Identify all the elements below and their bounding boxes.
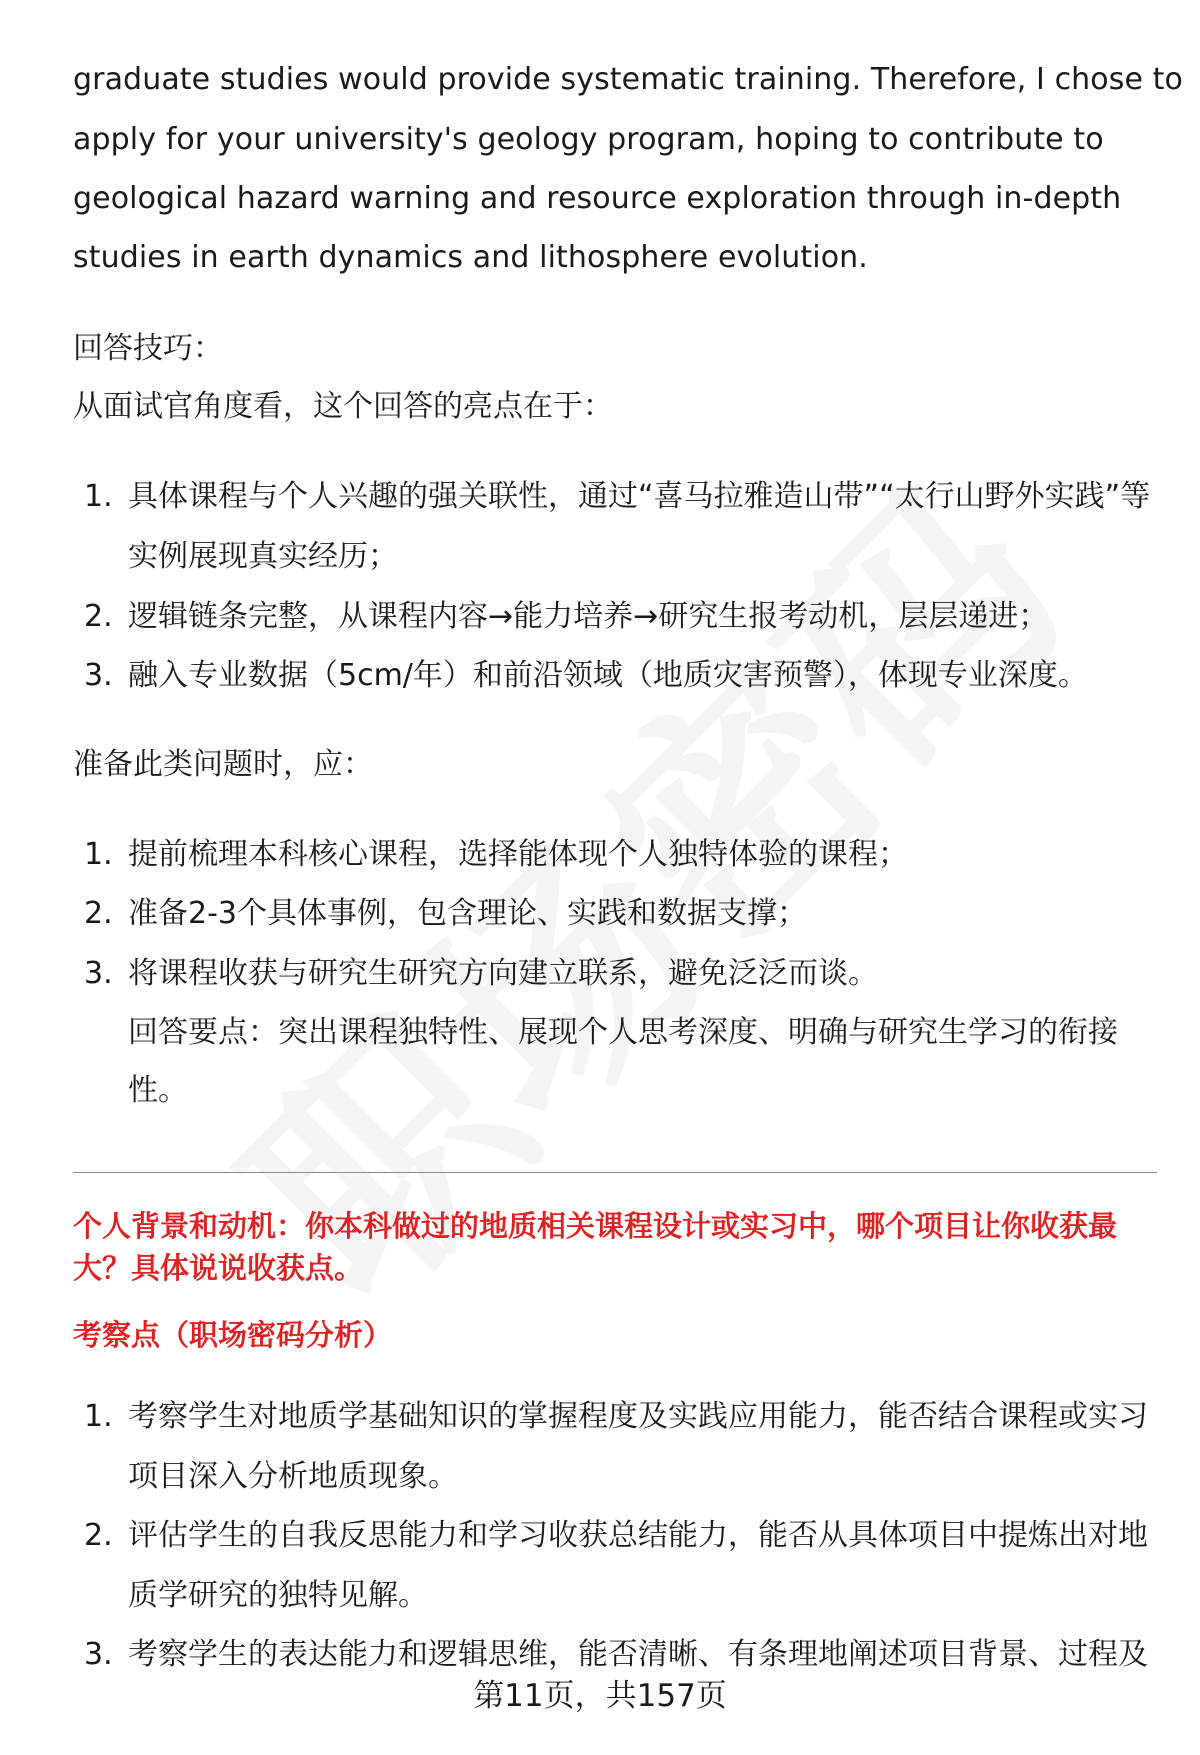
prep-item-3-text: 将课程收获与研究生研究方向建立联系，避免泛泛而谈。 — [128, 956, 878, 991]
list-number: 3. — [84, 658, 113, 693]
intro-line-3: geological hazard warning and resource exploration through in-depth — [73, 181, 1122, 216]
list-number: 1. — [84, 837, 113, 872]
list-text: 逻辑链条完整，从课程内容→能力培养→研究生报考动机，层层递进； — [128, 599, 1049, 634]
page-footer: 第11页，共157页 — [473, 1678, 727, 1714]
section-divider — [73, 1172, 1157, 1173]
intro-line-2: apply for your university's geology program, hoping to contribute to — [73, 122, 1104, 157]
list-number: 3. — [84, 1637, 113, 1672]
analysis-item — [84, 1506, 1154, 1626]
question-title: 个人背景和动机：你本科做过的地质相关课程设计或实习中，哪个项目让你收获最大？具体说说收获点。 — [73, 1209, 1118, 1285]
highlight-item — [84, 646, 1154, 706]
list-number: 2. — [84, 599, 113, 634]
intro-line-4: studies in earth dynamics and lithosphere evolution. — [73, 240, 868, 275]
tips-label: 回答技巧： — [73, 331, 223, 366]
highlight-item — [84, 587, 1154, 647]
prep-item — [84, 825, 1154, 885]
key-points: 回答要点：突出课程独特性、展现个人思考深度、明确与研究生学习的衔接性。 — [128, 1015, 1118, 1108]
analysis-item — [84, 1387, 1154, 1507]
list-text — [128, 944, 1158, 1120]
list-number: 1. — [84, 1399, 113, 1434]
list-text: 提前梳理本科核心课程，选择能体现个人独特体验的课程； — [128, 837, 908, 872]
analysis-label: 考察点（职场密码分析） — [73, 1318, 393, 1352]
list-text: 具体课程与个人兴趣的强关联性，通过“喜马拉雅造山带”“太行山野外实践”等实例展现真实经历； — [128, 479, 1151, 574]
prep-label: 准备此类问题时，应： — [73, 747, 373, 782]
intro-line-1: graduate studies would provide systematic training. Therefore, I chose to — [73, 62, 1183, 97]
list-number: 3. — [84, 956, 113, 991]
highlight-item — [84, 467, 1154, 587]
list-number: 2. — [84, 896, 113, 931]
list-text: 准备2-3个具体事例，包含理论、实践和数据支撑； — [128, 896, 807, 931]
prep-item — [84, 884, 1154, 944]
list-number: 1. — [84, 479, 113, 514]
list-text: 融入专业数据（5cm/年）和前沿领域（地质灾害预警），体现专业深度。 — [128, 658, 1088, 693]
tips-intro: 从面试官角度看，这个回答的亮点在于： — [73, 389, 613, 424]
list-text: 考察学生对地质学基础知识的掌握程度及实践应用能力，能否结合课程或实习项目深入分析地质现象。 — [128, 1399, 1148, 1494]
list-number: 2. — [84, 1518, 113, 1553]
prep-item — [84, 944, 1154, 1112]
list-text: 考察学生的表达能力和逻辑思维，能否清晰、有条理地阐述项目背景、过程及 — [128, 1637, 1148, 1672]
list-text: 评估学生的自我反思能力和学习收获总结能力，能否从具体项目中提炼出对地质学研究的独特见解。 — [128, 1518, 1148, 1613]
